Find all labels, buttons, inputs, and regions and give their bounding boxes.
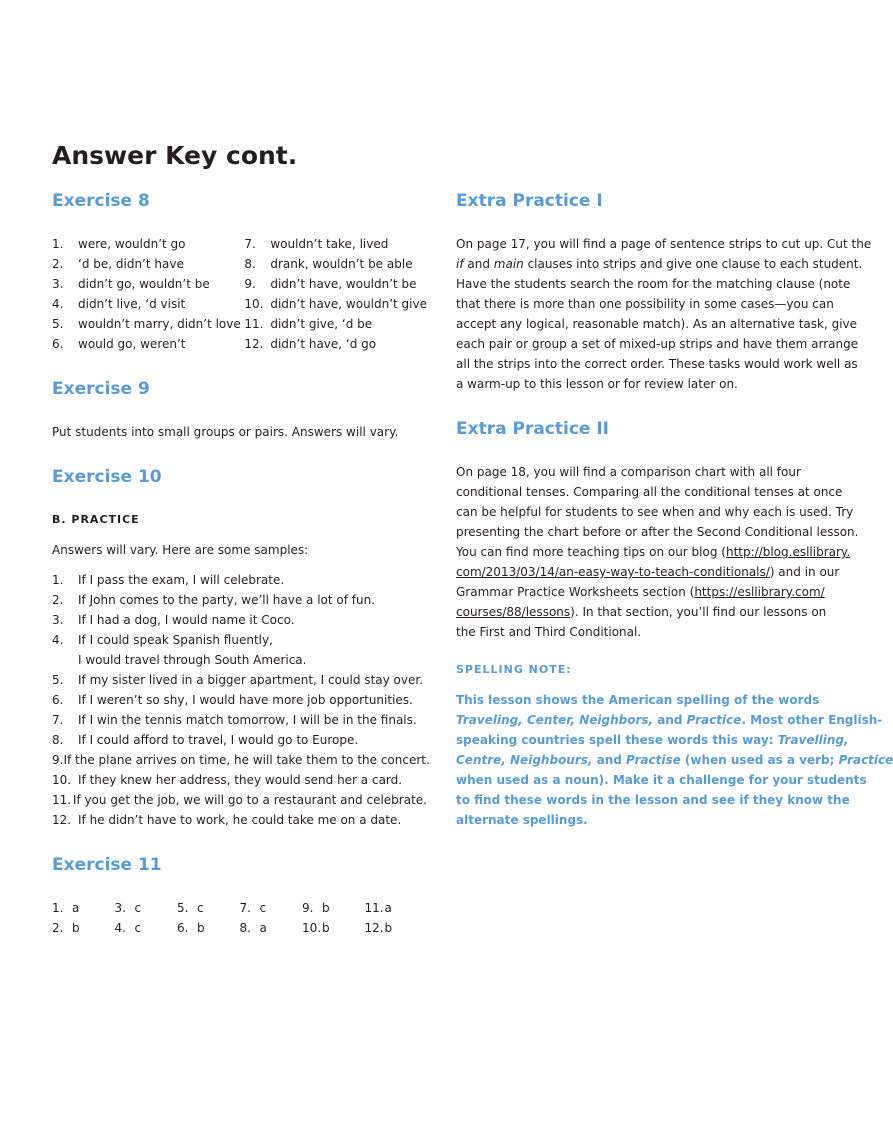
item-answer: drank, wouldn’t be able bbox=[270, 257, 413, 271]
item-number: 6. bbox=[177, 921, 189, 935]
list-item bbox=[52, 650, 427, 670]
extra-practice-2-heading: Extra Practice II bbox=[456, 419, 609, 439]
answer-cell bbox=[115, 898, 178, 918]
right-column bbox=[456, 186, 893, 830]
spelling-note-heading: SPELLING NOTE: bbox=[456, 663, 572, 676]
text-line: presenting the chart before or after the Second Conditional lesson. bbox=[456, 525, 859, 539]
exercise-10-intro: Answers will vary. Here are some samples: bbox=[52, 543, 309, 557]
item-number: 2. bbox=[52, 593, 64, 607]
extra-practice-1-text bbox=[456, 234, 872, 394]
text-fragment: speaking countries spell these words this way: bbox=[456, 733, 778, 747]
list-item bbox=[52, 610, 427, 630]
text-line bbox=[456, 710, 883, 730]
item-number: 5. bbox=[52, 673, 64, 687]
list-item bbox=[52, 570, 427, 590]
list-item bbox=[244, 274, 427, 294]
italic-main: main bbox=[493, 257, 524, 271]
item-sentence: If I win the tennis match tomorrow, I will be in the finals. bbox=[78, 713, 417, 727]
exercise-8-answers-right bbox=[244, 234, 427, 354]
item-sentence: If they knew her address, they would send her a card. bbox=[78, 773, 403, 787]
text-line: alternate spellings. bbox=[456, 813, 588, 827]
item-answer: a bbox=[259, 921, 267, 935]
italic-fragment: Centre, Neighbours, bbox=[456, 753, 593, 767]
italic-fragment: Traveling, Center, Neighbors, bbox=[456, 713, 654, 727]
item-sentence: I would travel through South America. bbox=[78, 653, 307, 667]
text-line bbox=[456, 542, 851, 562]
item-number: 8. bbox=[52, 733, 64, 747]
item-number: 11. bbox=[244, 317, 264, 331]
item-answer: ‘d be, didn’t have bbox=[78, 257, 184, 271]
item-number: 4. bbox=[52, 633, 64, 647]
item-answer: didn’t give, ‘d be bbox=[270, 317, 373, 331]
list-item bbox=[244, 254, 427, 274]
answer-row bbox=[52, 918, 427, 938]
item-number: 3. bbox=[52, 613, 64, 627]
answer-cell bbox=[240, 918, 303, 938]
list-item bbox=[52, 670, 427, 690]
item-answer: c bbox=[197, 901, 204, 915]
list-item bbox=[52, 790, 427, 810]
answer-cell bbox=[240, 898, 303, 918]
item-answer: c bbox=[134, 901, 142, 915]
list-item bbox=[52, 334, 244, 354]
list-item bbox=[244, 234, 427, 254]
answer-cell bbox=[302, 918, 365, 938]
answer-row bbox=[52, 898, 427, 918]
item-number: 12. bbox=[52, 813, 72, 827]
item-sentence: If I had a dog, I would name it Coco. bbox=[78, 613, 295, 627]
answer-cell bbox=[177, 898, 240, 918]
item-answer: didn’t go, wouldn’t be bbox=[78, 277, 210, 291]
text-fragment: Grammar Practice Worksheets section ( bbox=[456, 585, 695, 599]
item-number: 3. bbox=[52, 277, 64, 291]
item-number: 11. bbox=[52, 793, 72, 807]
text-line: accept any logical, reasonable match). As an alternative task, give bbox=[456, 317, 858, 331]
item-number: 2. bbox=[52, 921, 64, 935]
item-answer: b bbox=[197, 921, 205, 935]
item-answer: didn’t have, wouldn’t give bbox=[270, 297, 427, 311]
item-sentence: If I weren’t so shy, I would have more job opportunities. bbox=[78, 693, 413, 707]
item-number bbox=[52, 650, 78, 670]
list-item bbox=[244, 294, 427, 314]
text-line bbox=[456, 602, 831, 622]
italic-fragment: Practice bbox=[838, 753, 893, 767]
blog-link-continued[interactable]: com/2013/03/14/an-easy-way-to-teach-conditionals/ bbox=[456, 565, 770, 579]
text-line: can be helpful for students to see when and why each is used. Try bbox=[456, 505, 854, 519]
italic-fragment: Practice bbox=[686, 713, 742, 727]
text-fragment: and bbox=[653, 713, 687, 727]
item-answer: b bbox=[72, 921, 80, 935]
item-number: 10. bbox=[302, 921, 322, 935]
item-answer: a bbox=[72, 901, 80, 915]
answer-cell bbox=[52, 898, 115, 918]
item-sentence: If you get the job, we will go to a restaurant and celebrate. bbox=[72, 793, 427, 807]
item-answer: wouldn’t marry, didn’t love bbox=[78, 317, 241, 331]
answer-cell bbox=[302, 898, 365, 918]
exercise-8-answers-left bbox=[52, 234, 244, 354]
answer-cell bbox=[177, 918, 240, 938]
item-answer: c bbox=[134, 921, 142, 935]
list-item bbox=[52, 234, 244, 254]
text-line: conditional tenses. Comparing all the conditional tenses at once bbox=[456, 485, 843, 499]
item-number: 11. bbox=[364, 901, 384, 915]
text-fragment: and bbox=[592, 753, 627, 767]
text-fragment: You can find more teaching tips on our blog ( bbox=[456, 545, 726, 559]
exercise-9-heading: Exercise 9 bbox=[52, 379, 150, 399]
item-number: 12. bbox=[244, 337, 264, 351]
item-number: 3. bbox=[114, 901, 126, 915]
item-number: 4. bbox=[52, 297, 64, 311]
list-item bbox=[52, 274, 244, 294]
spelling-note-text bbox=[456, 690, 893, 830]
list-item bbox=[52, 710, 427, 730]
text-line bbox=[456, 750, 893, 770]
item-answer: were, wouldn’t go bbox=[78, 237, 186, 251]
item-number: 9. bbox=[302, 901, 314, 915]
item-sentence: If I could speak Spanish fluently, bbox=[78, 633, 273, 647]
item-answer: didn’t have, wouldn’t be bbox=[270, 277, 417, 291]
text-fragment: ) and in our bbox=[769, 565, 840, 579]
list-item bbox=[244, 334, 427, 354]
list-item bbox=[52, 630, 427, 650]
exercise-10-subheading: B. PRACTICE bbox=[52, 513, 140, 526]
item-sentence: If he didn’t have to work, he could take me on a date. bbox=[78, 813, 402, 827]
item-number: 5. bbox=[52, 317, 64, 331]
answer-cell bbox=[115, 918, 178, 938]
text-line: the First and Third Conditional. bbox=[456, 625, 642, 639]
text-line: On page 17, you will find a page of sentence strips to cut up. Cut the bbox=[456, 237, 872, 251]
item-number: 10. bbox=[244, 297, 264, 311]
exercise-8-answers bbox=[52, 234, 427, 354]
exercise-10-answers bbox=[52, 570, 430, 830]
text-line bbox=[456, 582, 831, 602]
page-title: Answer Key cont. bbox=[52, 141, 298, 170]
answer-cell bbox=[365, 898, 428, 918]
text-line bbox=[456, 730, 849, 750]
exercise-11-heading: Exercise 11 bbox=[52, 855, 162, 875]
item-number: 4. bbox=[114, 921, 126, 935]
item-answer: didn’t have, ‘d go bbox=[270, 337, 377, 351]
item-number: 5. bbox=[177, 901, 189, 915]
list-item bbox=[52, 254, 244, 274]
item-answer: c bbox=[259, 901, 267, 915]
item-sentence: If the plane arrives on time, he will take them to the concert. bbox=[63, 753, 430, 767]
text-fragment: (when used as a verb; bbox=[680, 753, 839, 767]
item-answer: wouldn’t take, lived bbox=[270, 237, 389, 251]
item-number: 9. bbox=[52, 753, 64, 767]
item-number: 6. bbox=[52, 693, 64, 707]
answer-cell bbox=[52, 918, 115, 938]
item-number: 1. bbox=[52, 901, 64, 915]
list-item bbox=[52, 294, 244, 314]
item-number: 7. bbox=[52, 713, 64, 727]
worksheets-link-continued[interactable]: courses/88/lessons bbox=[456, 605, 571, 619]
item-number: 2. bbox=[52, 257, 64, 271]
text-fragment: . Most other English- bbox=[741, 713, 883, 727]
item-sentence: If my sister lived in a bigger apartment, I could stay over. bbox=[78, 673, 424, 687]
item-number: 7. bbox=[239, 901, 251, 915]
text-fragment: ). In that section, you’ll find our lessons on bbox=[570, 605, 827, 619]
exercise-11-answers bbox=[52, 898, 427, 938]
text-fragment: clauses into strips and give one clause to each student. bbox=[523, 257, 863, 271]
item-number: 1. bbox=[52, 573, 64, 587]
text-line: to find these words in the lesson and see if they know the bbox=[456, 793, 850, 807]
left-column bbox=[52, 186, 430, 938]
text-line: each pair or group a set of mixed-up strips and have them arrange bbox=[456, 337, 859, 351]
italic-fragment: Travelling, bbox=[777, 733, 849, 747]
item-number: 7. bbox=[244, 237, 256, 251]
list-item bbox=[52, 590, 427, 610]
exercise-10-heading: Exercise 10 bbox=[52, 467, 162, 487]
exercise-9-text: Put students into small groups or pairs. Answers will vary. bbox=[52, 425, 399, 439]
italic-if: if bbox=[456, 257, 464, 271]
item-number: 12. bbox=[364, 921, 384, 935]
text-line: all the strips into the correct order. These tasks would work well as bbox=[456, 357, 858, 371]
text-line: when used as a noun). Make it a challenge for your students bbox=[456, 773, 867, 787]
list-item bbox=[52, 314, 244, 334]
list-item bbox=[52, 810, 427, 830]
item-sentence: If I could afford to travel, I would go to Europe. bbox=[78, 733, 359, 747]
item-number: 10. bbox=[52, 773, 72, 787]
blog-link[interactable]: http://blog.esllibrary. bbox=[725, 545, 851, 559]
list-item bbox=[52, 690, 427, 710]
list-item bbox=[52, 750, 430, 770]
text-line: a warm-up to this lesson or for review later on. bbox=[456, 377, 738, 391]
item-sentence: If I pass the exam, I will celebrate. bbox=[78, 573, 285, 587]
answer-cell bbox=[365, 918, 428, 938]
list-item bbox=[52, 730, 427, 750]
text-line: On page 18, you will find a comparison chart with all four bbox=[456, 465, 801, 479]
item-sentence: If John comes to the party, we’ll have a lot of fun. bbox=[78, 593, 376, 607]
item-number: 6. bbox=[52, 337, 64, 351]
item-answer: b bbox=[384, 921, 393, 935]
list-item bbox=[244, 314, 427, 334]
text-line bbox=[456, 254, 863, 274]
text-line: that there is more than one possibility in some cases—you can bbox=[456, 297, 834, 311]
item-answer: didn’t live, ‘d visit bbox=[78, 297, 186, 311]
exercise-8-heading: Exercise 8 bbox=[52, 191, 150, 211]
item-answer: b bbox=[322, 921, 330, 935]
item-number: 8. bbox=[244, 257, 256, 271]
extra-practice-1-heading: Extra Practice I bbox=[456, 191, 603, 211]
item-answer: a bbox=[384, 901, 392, 915]
text-fragment: and bbox=[463, 257, 494, 271]
list-item bbox=[52, 770, 427, 790]
item-number: 9. bbox=[244, 277, 256, 291]
item-number: 1. bbox=[52, 237, 64, 251]
item-answer: would go, weren’t bbox=[78, 337, 186, 351]
italic-fragment: Practise bbox=[626, 753, 681, 767]
item-answer: b bbox=[322, 901, 330, 915]
text-line: Have the students search the room for the matching clause (note bbox=[456, 277, 851, 291]
worksheets-link[interactable]: https://esllibrary.com/ bbox=[694, 585, 825, 599]
text-line bbox=[456, 562, 840, 582]
item-number: 8. bbox=[239, 921, 251, 935]
text-line: This lesson shows the American spelling of the words bbox=[456, 693, 820, 707]
extra-practice-2-text bbox=[456, 462, 859, 642]
